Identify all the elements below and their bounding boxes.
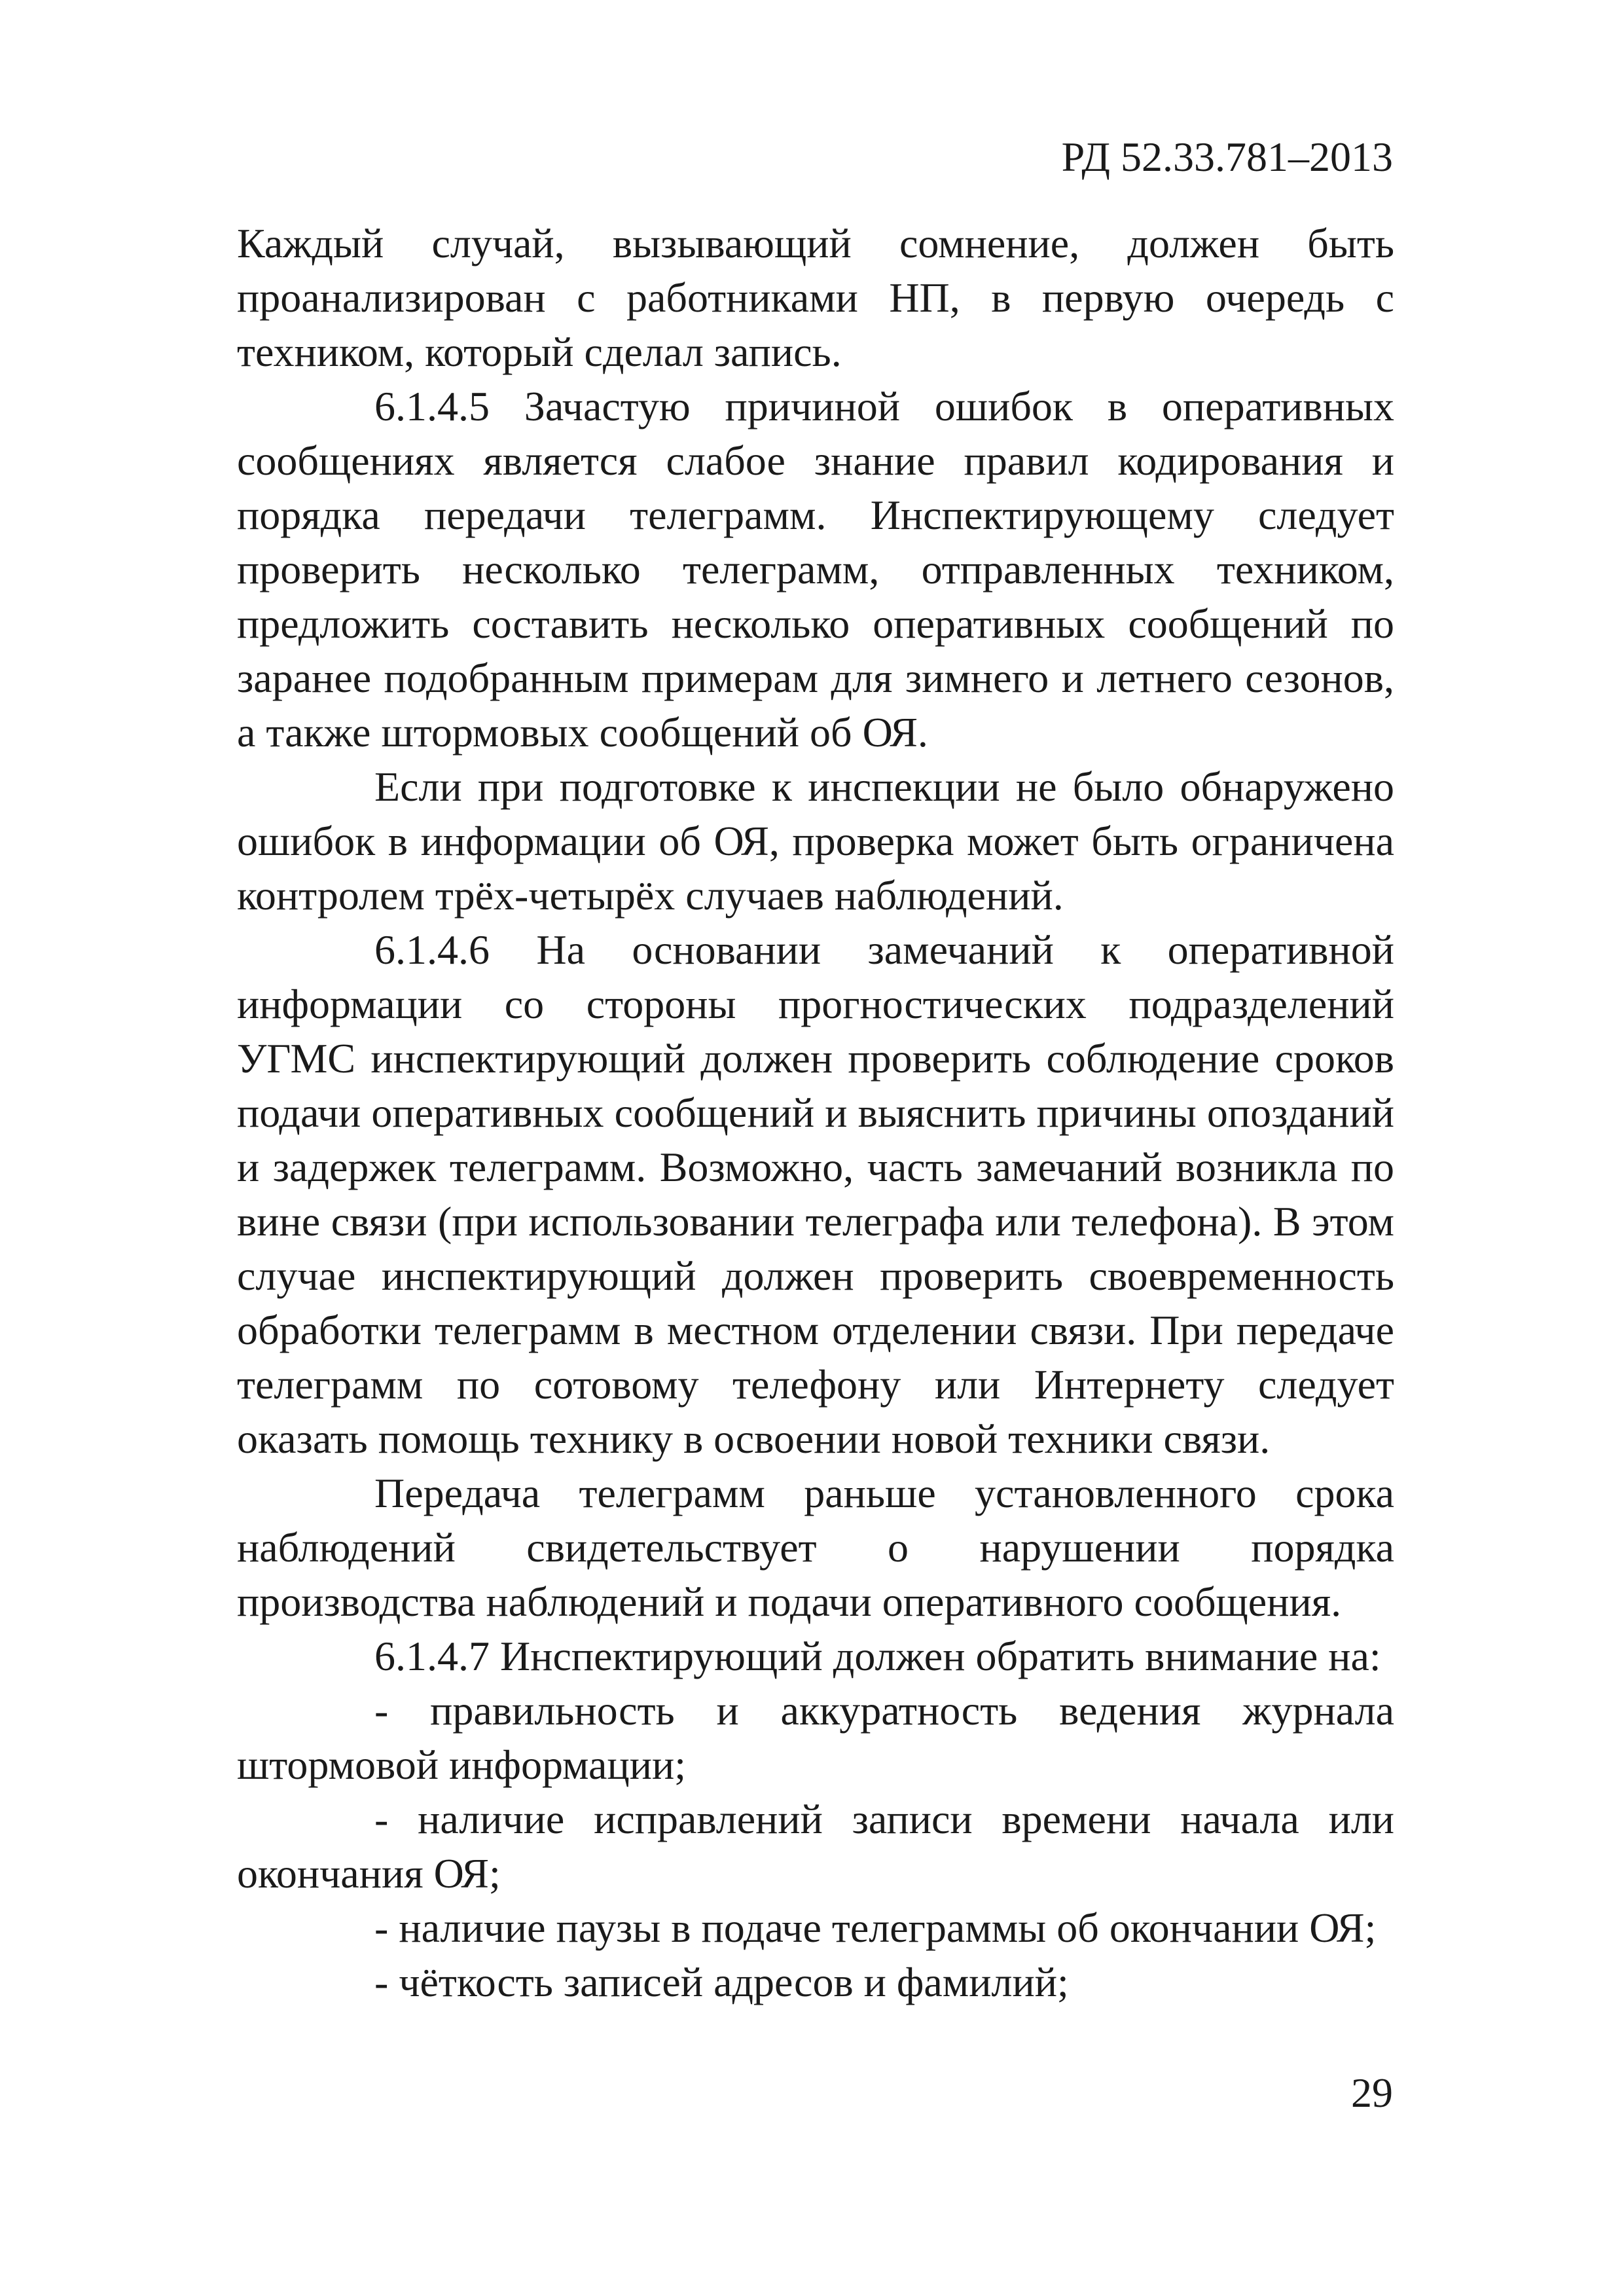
list-item: - чёткость записей адресов и фамилий; [374, 1959, 1069, 2005]
page-number: 29 [1351, 2069, 1393, 2116]
page-body [237, 216, 1394, 2009]
document-code: РД 52.33.781–2013 [1061, 134, 1393, 180]
paragraph: Если при подготовке к инспекции не было обнаружено ошибок в информации об ОЯ, проверка может быть ограничена контролем трёх-четырёх случаев наблюдений. [237, 763, 1394, 919]
list-item: - правильность и аккуратность ведения журнала штормовой информации; [237, 1687, 1394, 1788]
list-item: - наличие исправлений записи времени начала или окончания ОЯ; [237, 1796, 1394, 1897]
paragraph: Каждый случай, вызывающий сомнение, должен быть проанализирован с работниками НП, в первую очередь с техником, который сделал запись. [237, 220, 1394, 375]
paragraph-6-1-4-6: 6.1.4.6 На основании замечаний к оперативной информации со стороны прогностических подразделений УГМС инспектирующий должен проверить соблюдение сроков подачи оперативных сообщений и выяснить причины опозданий и задержек телеграмм. Возможно, часть замечаний возникла по вине связи (при использовании телеграфа или телефона). В этом случае инспектирующий должен проверить своевременность обработки телеграмм в местном отделении связи. При передаче телеграмм по сотовому телефону или Интернету следует оказать помощь технику в освоении новой техники связи. [237, 926, 1394, 1462]
paragraph-6-1-4-7: 6.1.4.7 Инспектирующий должен обратить внимание на: [374, 1633, 1381, 1679]
list-item: - наличие паузы в подаче телеграммы об окончании ОЯ; [374, 1904, 1377, 1951]
paragraph-6-1-4-5: 6.1.4.5 Зачастую причиной ошибок в оперативных сообщениях является слабое знание правил кодирования и порядка передачи телеграмм. Инспектирующему следует проверить несколько телеграмм, отправленных техником, предложить составить несколько оперативных сообщений по заранее подобранным примерам для зимнего и летнего сезонов, а также штормовых сообщений об ОЯ. [237, 383, 1394, 756]
paragraph: Передача телеграмм раньше установленного срока наблюдений свидетельствует о нарушении порядка производства наблюдений и подачи оперативного сообщения. [237, 1470, 1394, 1625]
